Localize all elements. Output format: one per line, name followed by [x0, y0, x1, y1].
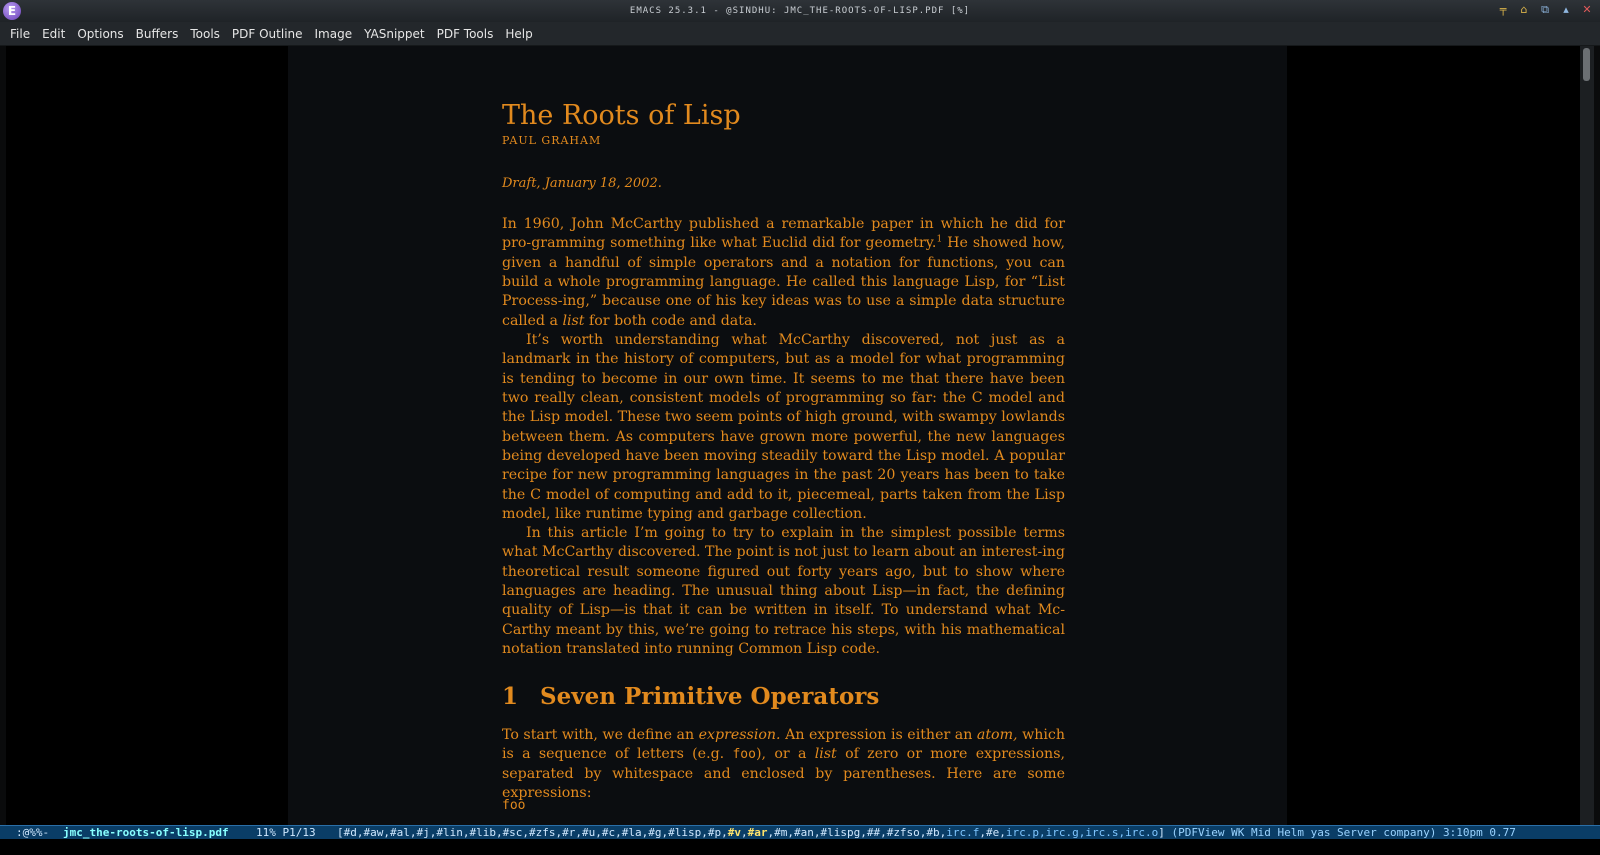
irc-server-f[interactable]: irc.f — [946, 826, 980, 839]
document-author: PAUL GRAHAM — [502, 134, 602, 147]
menu-bar — [0, 22, 1600, 46]
menu-pdf-outline[interactable]: PDF Outline — [231, 26, 303, 41]
vertical-scrollbar[interactable] — [1580, 46, 1594, 825]
code-example-partial: foo — [502, 798, 526, 813]
paragraph-4-text-b: An expression is either an — [780, 727, 977, 743]
page-position: 11% P1/13 — [256, 826, 316, 839]
paragraph-4 — [502, 726, 1065, 803]
emphasis-list-2: list — [814, 746, 837, 763]
menu-yasnippet[interactable]: YASnippet — [364, 26, 425, 41]
menu-options[interactable]: Options — [77, 26, 124, 41]
window-right-edge — [1594, 46, 1600, 825]
menu-edit[interactable]: Edit — [42, 26, 66, 41]
paragraph-1-text-c: for both code and data. — [584, 312, 757, 329]
code-foo: foo — [732, 747, 756, 763]
irc-channel-list[interactable]: [#d,#aw,#al,#j,#lin,#lib,#sc,#zfs,#r,#u,#c,#la,#g,#lisp,#p, — [337, 826, 728, 839]
emacs-icon[interactable]: E — [3, 2, 21, 20]
irc-servers[interactable]: irc.p,irc.g,irc.s,irc.o — [1005, 826, 1159, 839]
footnote-marker: 1 — [936, 234, 943, 245]
paragraph-1-text: In 1960, John McCarthy published a remarkable paper in which he did for pro-gramming something like what Euclid did for geometry. — [502, 216, 1065, 252]
irc-channel-list-c[interactable]: ,#e, — [979, 826, 1006, 839]
title-bar — [0, 0, 1600, 23]
paragraph-3: In this article I’m going to try to explain in the simplest possible terms what McCarthy discovered. The point is not just to learn about an interest-ing theoretical result someone figured out forty years ago, but to show where languages are heading. The unusual thing about Lisp—in fact, the defining quality of Lisp—is that it can be written in itself. To understand what Mc-Carthy meant by this, we’re going to retrace his steps, with his mathematical notation translated into running Common Lisp code. — [502, 525, 1065, 658]
paragraph-4-text-e: of zero or more expressions, separated by whitespace and enclosed by parentheses. Here are some expressions: — [502, 746, 1065, 802]
menu-tools[interactable]: Tools — [190, 26, 220, 41]
irc-channel-active-ar[interactable]: #ar — [747, 826, 768, 839]
paragraph-4-text-d: ), or a — [755, 746, 815, 763]
irc-channel-list-end: ] — [1158, 826, 1165, 839]
emphasis-atom: atom, — [976, 727, 1018, 743]
echo-area — [0, 839, 1600, 855]
restore-icon[interactable]: ⧉ — [1541, 3, 1549, 16]
shade-icon[interactable]: ⌂ — [1520, 3, 1528, 16]
irc-channel-active-v[interactable]: #v — [727, 826, 741, 839]
menu-pdf-tools[interactable]: PDF Tools — [436, 26, 494, 41]
paragraph-1 — [502, 215, 1065, 331]
irc-channel-separator: , — [740, 826, 748, 839]
paragraph-2: It’s worth understanding what McCarthy discovered, not just as a landmark in the history of computers, but as a model for what programming is tending to become in our own time. It seems to me that there have been two really clean, consistent models of programming so far: the C model and the Lisp model. These two seem points of high ground, with swampy lowlands between them. As computers have grown more powerful, the new languages being developed have been moving steadily toward the Lisp model. A popular recipe for new programming languages in the past 20 years has been to take the C model of computing and add to it, piecemeal, parts taken from the Lisp model, like runtime typing and garbage collection. — [502, 332, 1065, 523]
pin-icon[interactable]: ╤ — [1499, 3, 1507, 16]
menu-image[interactable]: Image — [314, 26, 353, 41]
document-title: The Roots of Lisp — [502, 100, 741, 131]
document-draft-date: Draft, January 18, 2002. — [502, 176, 662, 191]
mode-line[interactable] — [0, 825, 1600, 839]
paragraph-1-text-b: He showed how, given a handful of simple operators and a notation for functions, you can build a whole programming language. He called this language Lisp, for “List Process-ing,” because one of his key ideas was to use a simple data structure called a — [502, 235, 1065, 329]
minor-modes[interactable]: (PDFView WK Mid Helm yas Server company) 3:10pm 0.77 — [1164, 826, 1516, 839]
menu-help[interactable]: Help — [505, 26, 533, 41]
pdf-view-buffer[interactable] — [6, 46, 1580, 825]
section-number: 1 — [502, 683, 519, 710]
section-heading — [502, 683, 879, 710]
scrollbar-thumb[interactable] — [1583, 48, 1590, 81]
maximize-icon[interactable]: ▴ — [1563, 3, 1569, 16]
menu-file[interactable]: File — [10, 26, 31, 41]
buffer-name[interactable]: jmc_the-roots-of-lisp.pdf — [63, 826, 229, 839]
pdf-page[interactable] — [288, 46, 1287, 825]
paragraph-4-text-c: which is a sequence of letters (e.g. — [502, 727, 1065, 763]
emphasis-expression: expression. — [698, 727, 781, 743]
buffer-status: :@%%- — [16, 826, 50, 839]
irc-channels[interactable] — [337, 826, 1516, 839]
irc-channel-list-b[interactable]: ,#m,#an,#lispg,##,#zfso,#b, — [767, 826, 947, 839]
paragraph-4-text: To start with, we define an — [502, 727, 699, 743]
window-controls — [1496, 3, 1594, 17]
window-title: EMACS 25.3.1 - @SINDHU: JMC_THE-ROOTS-OF-LISP.PDF [%] — [629, 6, 971, 16]
section-title: Seven Primitive Operators — [540, 683, 880, 710]
emphasis-list: list — [562, 312, 585, 329]
menu-buffers[interactable]: Buffers — [135, 26, 179, 41]
close-icon[interactable]: ✕ — [1582, 3, 1592, 16]
